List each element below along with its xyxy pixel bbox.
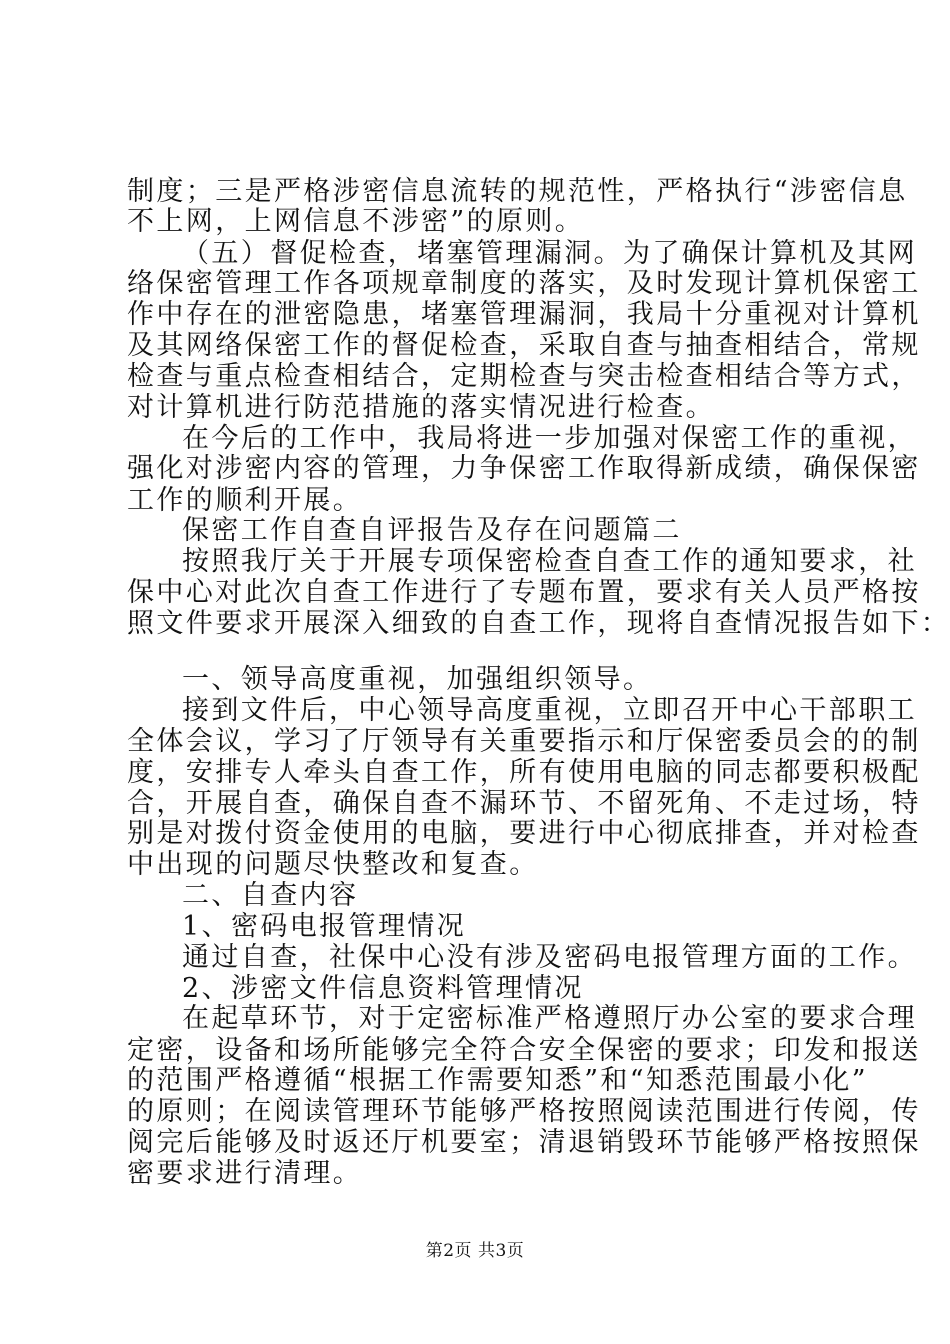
- text-line: 保中心对此次自查工作进行了专题布置，要求有关人员严格按: [127, 577, 921, 608]
- text-line: 接到文件后，中心领导高度重视，立即召开中心干部职工: [182, 695, 917, 726]
- text-line: 通过自查，社保中心没有涉及密码电报管理方面的工作。: [182, 942, 917, 973]
- text-line: 络保密管理工作各项规章制度的落实，及时发现计算机保密工: [127, 268, 921, 299]
- section-heading: 二、自查内容: [182, 880, 359, 911]
- text-line: 按照我厅关于开展专项保密检查自查工作的通知要求，社: [182, 546, 917, 577]
- subsection-heading: 1、密码电报管理情况: [182, 911, 467, 942]
- text-line: 合，开展自查，确保自查不漏环节、不留死角、不走过场，特: [127, 788, 921, 819]
- text-line: （五）督促检查，堵塞管理漏洞。为了确保计算机及其网: [182, 238, 917, 269]
- page-footer: 第2页 共3页: [425, 1241, 525, 1261]
- text-line: 密要求进行清理。: [127, 1158, 363, 1189]
- text-line: 全体会议，学习了厅领导有关重要指示和厅保密委员会的的制: [127, 726, 921, 757]
- text-line: 在今后的工作中，我局将进一步加强对保密工作的重视，: [182, 423, 917, 454]
- text-line: 中出现的问题尽快整改和复查。: [127, 849, 539, 880]
- text-line: 别是对拨付资金使用的电脑，要进行中心彻底排查，并对检查: [127, 818, 921, 849]
- text-line: 检查与重点检查相结合，定期检查与突击检查相结合等方式，: [127, 361, 921, 392]
- text-line: 在起草环节，对于定密标准严格遵照厅办公室的要求合理: [182, 1003, 917, 1034]
- section-heading: 保密工作自查自评报告及存在问题篇二: [182, 515, 682, 546]
- text-line: 定密，设备和场所能够完全符合安全保密的要求；印发和报送: [127, 1035, 921, 1066]
- text-line: 度，安排专人牵头自查工作，所有使用电脑的同志都要积极配: [127, 757, 921, 788]
- subsection-heading: 2、涉密文件信息资料管理情况: [182, 973, 584, 1004]
- text-line: 及其网络保密工作的督促检查，采取自查与抽查相结合，常规: [127, 330, 921, 361]
- text-line: 阅完后能够及时返还厅机要室；清退销毁环节能够严格按照保: [127, 1127, 921, 1158]
- text-line: 对计算机进行防范措施的落实情况进行检查。: [127, 392, 715, 423]
- section-heading: 一、领导高度重视，加强组织领导。: [182, 664, 653, 695]
- text-line: 不上网，上网信息不涉密”的原则。: [127, 206, 585, 237]
- text-line: 制度；三是严格涉密信息流转的规范性，严格执行“涉密信息: [127, 176, 908, 207]
- text-line: 的范围严格遵循“根据工作需要知悉”和“知悉范围最小化”: [127, 1065, 869, 1096]
- text-line: 照文件要求开展深入细致的自查工作，现将自查情况报告如下：: [127, 608, 950, 639]
- text-line: 强化对涉密内容的管理，力争保密工作取得新成绩，确保保密: [127, 453, 921, 484]
- text-line: 作中存在的泄密隐患，堵塞管理漏洞，我局十分重视对计算机: [127, 299, 921, 330]
- text-line: 工作的顺利开展。: [127, 485, 363, 516]
- text-line: 的原则；在阅读管理环节能够严格按照阅读范围进行传阅，传: [127, 1096, 921, 1127]
